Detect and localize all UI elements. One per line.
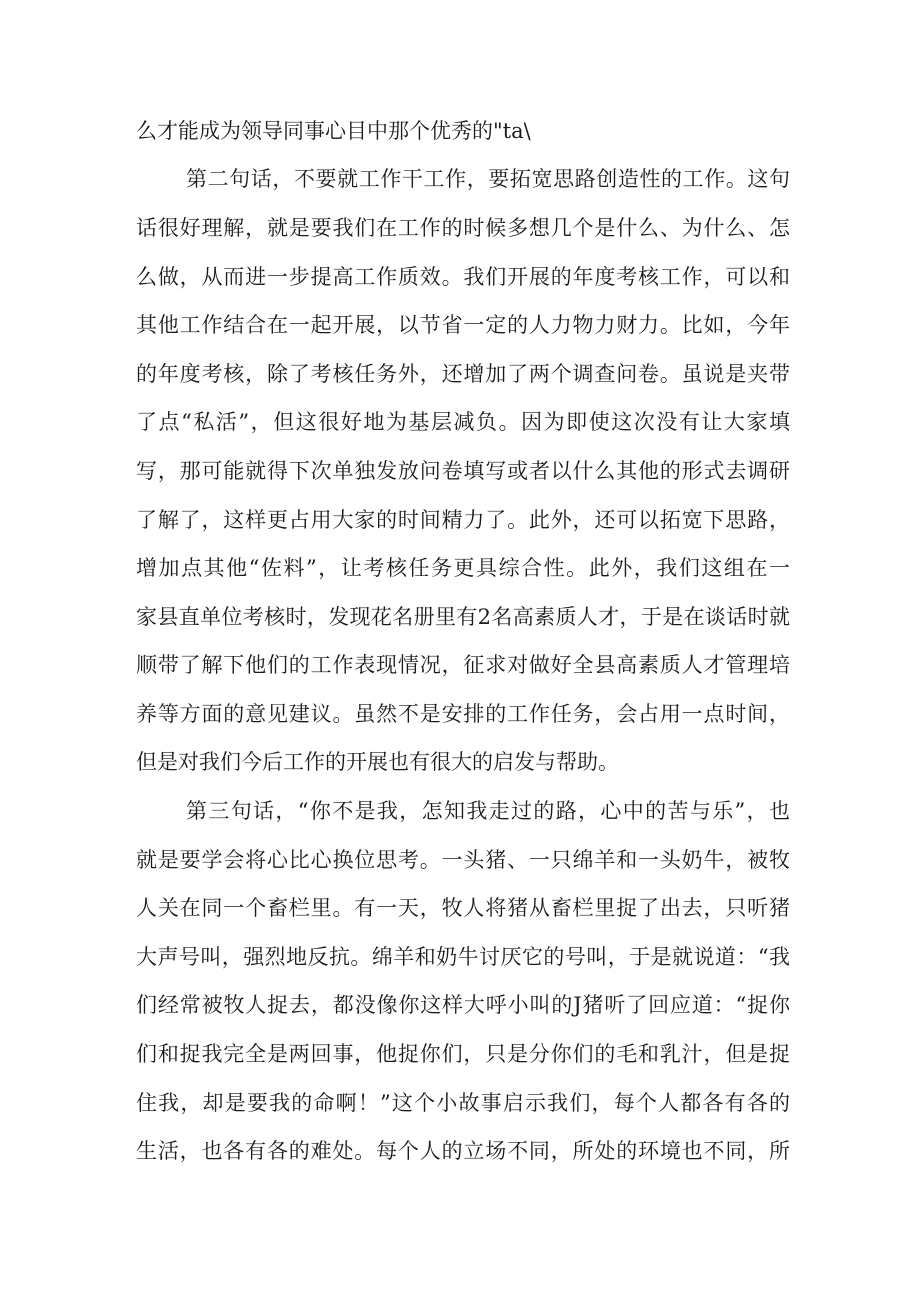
text-line: 了解了，这样更占用大家的时间精力了。此外，还可以拓宽下思路， [136, 508, 790, 532]
text-line: 养等方面的意见建议。虽然不是安排的工作任务，会占用一点时间， [136, 702, 790, 726]
text-line: 么才能成为领导同事心目中那个优秀的"ta\ [136, 119, 531, 143]
text-line: 家县直单位考核时，发现花名册里有2名高素质人才，于是在谈话时就 [136, 605, 790, 629]
text-line: 们经常被牧人捉去，都没像你这样大呼小叫的J猪听了回应道：“捉你 [136, 993, 790, 1017]
text-line: 人关在同一个畜栏里。有一天，牧人将猪从畜栏里捉了出去，只听猪 [136, 896, 790, 920]
text-line: 第三句话，“你不是我，怎知我走过的路，心中的苦与乐”，也 [186, 799, 790, 823]
text-line: 其他工作结合在一起开展，以节省一定的人力物力财力。比如，今年 [136, 313, 790, 337]
text-line: 第二句话，不要就工作干工作，要拓宽思路创造性的工作。这句 [186, 167, 790, 191]
text-line: 的年度考核，除了考核任务外，还增加了两个调查问卷。虽说是夹带 [136, 362, 790, 386]
text-line: 么做，从而进一步提高工作质效。我们开展的年度考核工作，可以和 [136, 265, 790, 289]
text-line: 顺带了解下他们的工作表现情况，征求对做好全县高素质人才管理培 [136, 653, 790, 677]
text-line: 们和捉我完全是两回事，他捉你们，只是分你们的毛和乳汁，但是捉 [136, 1042, 790, 1066]
text-line: 就是要学会将心比心换位思考。一头猪、一只绵羊和一头奶牛，被牧 [136, 848, 790, 872]
text-line: 写，那可能就得下次单独发放问卷填写或者以什么其他的形式去调研 [136, 459, 790, 483]
text-line: 大声号叫，强烈地反抗。绵羊和奶牛讨厌它的号叫，于是就说道：“我 [136, 945, 790, 969]
text-line: 话很好理解，就是要我们在工作的时候多想几个是什么、为什么、怎 [136, 216, 790, 240]
text-line: 但是对我们今后工作的开展也有很大的启发与帮助。 [136, 750, 619, 774]
text-line: 了点“私活”，但这很好地为基层减负。因为即使这次没有让大家填 [136, 410, 790, 434]
text-line: 住我，却是要我的命啊！”这个小故事启示我们，每个人都各有各的 [136, 1091, 790, 1115]
text-line: 生活，也各有各的难处。每个人的立场不同，所处的环境也不同，所 [136, 1139, 790, 1163]
text-line: 增加点其他“佐料”，让考核任务更具综合性。此外，我们这组在一 [136, 556, 790, 580]
